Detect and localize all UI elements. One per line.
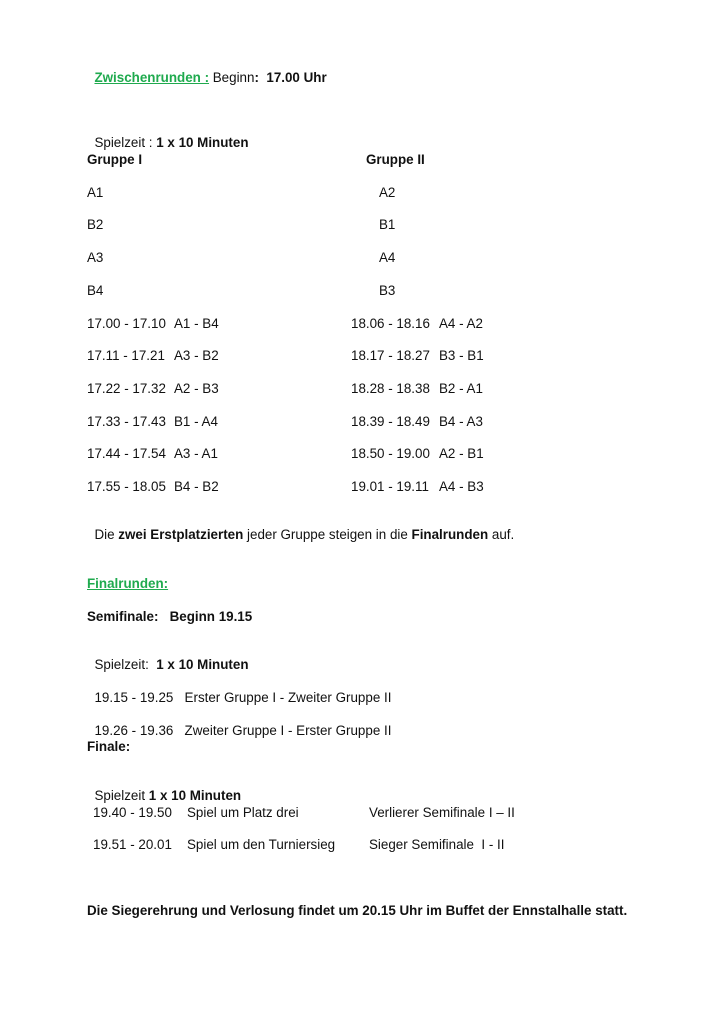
zwischenrunden-heading: Zwischenrunden : (94, 70, 210, 85)
note-bold: Finalrunden (411, 527, 489, 542)
beginn-label: Beginn (209, 70, 255, 85)
schedule-match: A1 - B4 (174, 316, 219, 331)
schedule-time: 18.06 - 18.16 (351, 316, 430, 331)
finale-spielzeit (87, 772, 241, 804)
spielzeit-label: Spielzeit: (94, 657, 157, 672)
schedule-match: A4 - A2 (439, 316, 483, 331)
schedule-match: B3 - B1 (439, 348, 484, 363)
finale-heading: Finale: (87, 739, 131, 754)
semifinale-game (87, 674, 391, 706)
group2-team: B3 (379, 283, 396, 298)
group2-heading: Gruppe II (366, 152, 425, 167)
group1-team: B4 (87, 283, 104, 298)
schedule-time: 17.33 - 17.43 (87, 414, 166, 429)
schedule-match: B4 - A3 (439, 414, 483, 429)
schedule-match: A3 - A1 (174, 446, 218, 461)
finale-game-teams: Verlierer Semifinale I – II (369, 805, 515, 820)
group1-heading: Gruppe I (87, 152, 143, 167)
schedule-time: 17.00 - 17.10 (87, 316, 166, 331)
schedule-match: A3 - B2 (174, 348, 219, 363)
spielzeit-value: 1 x 10 Minuten (148, 788, 242, 803)
group2-team: A2 (379, 185, 396, 200)
beginn-time: 17.00 Uhr (266, 70, 327, 85)
schedule-match: A2 - B1 (439, 446, 484, 461)
schedule-match: B1 - A4 (174, 414, 218, 429)
note-text: Die (94, 527, 119, 542)
game-match: Erster Gruppe I - Zweiter Gruppe II (184, 690, 392, 705)
schedule-time: 18.28 - 18.38 (351, 381, 430, 396)
schedule-time: 18.39 - 18.49 (351, 414, 430, 429)
zwischenrunden-header-line (87, 54, 327, 86)
schedule-time: 17.44 - 17.54 (87, 446, 166, 461)
game-match: Zweiter Gruppe I - Erster Gruppe II (184, 723, 392, 738)
schedule-match: A2 - B3 (174, 381, 219, 396)
spielzeit-line (87, 119, 249, 151)
game-time: 19.26 - 19.36 (94, 723, 174, 738)
schedule-match: A4 - B3 (439, 479, 484, 494)
finalrunden-heading: Finalrunden: (87, 576, 169, 591)
group1-team: A1 (87, 185, 104, 200)
finale-game-name: Spiel um den Turniersieg (187, 837, 336, 852)
schedule-match: B4 - B2 (174, 479, 219, 494)
group2-team: B1 (379, 217, 396, 232)
note-text: jeder Gruppe steigen in die (243, 527, 412, 542)
finale-game-time: 19.51 - 20.01 (93, 837, 172, 852)
schedule-time: 17.22 - 17.32 (87, 381, 166, 396)
semifinale-spielzeit (87, 641, 249, 673)
spielzeit-label: Spielzeit (94, 788, 149, 803)
schedule-time: 17.11 - 17.21 (87, 348, 165, 363)
note-bold: zwei Erstplatzierten (118, 527, 244, 542)
schedule-time: 17.55 - 18.05 (87, 479, 166, 494)
spielzeit-label: Spielzeit : (94, 135, 157, 150)
advancement-note (87, 511, 514, 543)
finale-game-name: Spiel um Platz drei (187, 805, 299, 820)
schedule-match: B2 - A1 (439, 381, 483, 396)
schedule-time: 19.01 - 19.11 (351, 479, 429, 494)
note-text: auf. (488, 527, 515, 542)
game-time: 19.15 - 19.25 (94, 690, 174, 705)
semifinale-heading: Semifinale: Beginn 19.15 (87, 609, 253, 624)
group1-team: A3 (87, 250, 104, 265)
beginn-colon: : (254, 70, 259, 85)
semifinale-game (87, 707, 391, 739)
schedule-time: 18.50 - 19.00 (351, 446, 430, 461)
finale-game-teams: Sieger Semifinale I - II (369, 837, 505, 852)
group2-team: A4 (379, 250, 396, 265)
spielzeit-value: 1 x 10 Minuten (156, 657, 249, 672)
spielzeit-value: 1 x 10 Minuten (156, 135, 249, 150)
group1-team: B2 (87, 217, 104, 232)
schedule-time: 18.17 - 18.27 (351, 348, 430, 363)
closing-note: Die Siegerehrung und Verlosung findet um 20.15 Uhr im Buffet der Ennstalhalle statt. (87, 903, 628, 918)
finale-game-time: 19.40 - 19.50 (93, 805, 172, 820)
